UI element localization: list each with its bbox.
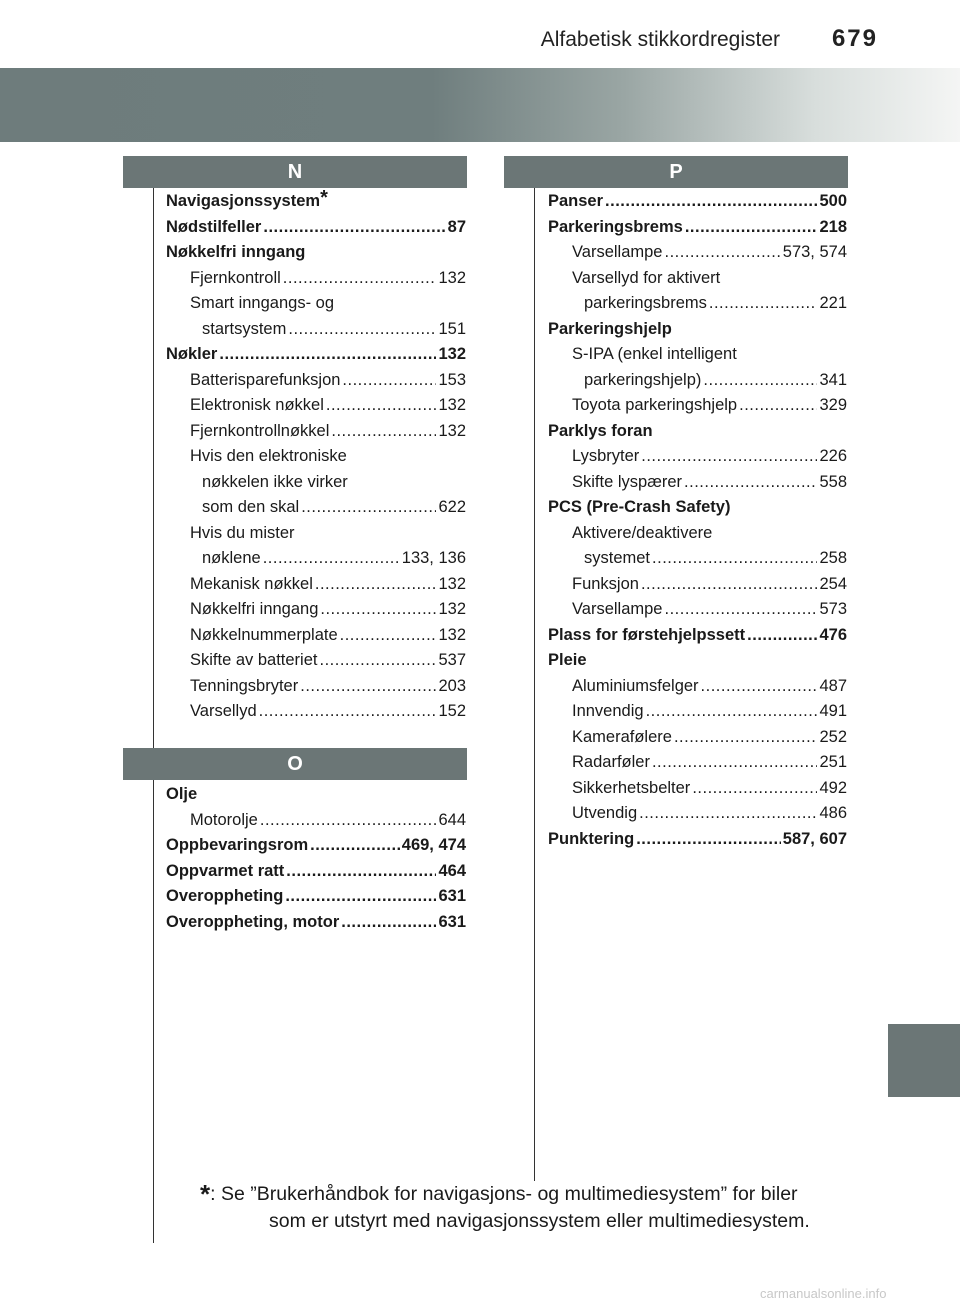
footnote [200, 1178, 860, 1235]
entry-page: 132 [438, 574, 466, 593]
entry-label: S-IPA (enkel intelligent [572, 345, 737, 363]
index-subentry [548, 521, 847, 547]
index-subentry [548, 597, 847, 623]
entry-label: Varsellyd [190, 702, 257, 720]
entry-page: 573, 574 [782, 243, 847, 261]
entry-label: Oppbevaringsrom [166, 836, 309, 854]
index-subentry [548, 393, 847, 419]
index-entry [548, 623, 847, 649]
index-entry [548, 317, 847, 343]
index-subentry [548, 266, 847, 292]
entry-label: Plass for førstehjelpssett [548, 625, 746, 644]
index-entry [166, 884, 466, 910]
entry-label: parkeringshjelp) [584, 370, 702, 389]
entry-label: Parkeringshjelp [548, 319, 672, 338]
entry-page: 252 [819, 727, 847, 746]
entry-label: Aktivere/deaktivere [572, 523, 713, 542]
entry-label: Olje [166, 785, 198, 803]
entry-page: 486 [819, 804, 847, 822]
index-subentry [166, 470, 466, 496]
index-subentry [548, 342, 847, 368]
index-subentry [548, 776, 847, 802]
index-entry [548, 827, 847, 853]
index-subentry [166, 419, 466, 445]
index-subentry [548, 572, 847, 598]
letter-header-n: N [123, 156, 467, 188]
index-subentry [548, 725, 847, 751]
index-subentry [548, 750, 847, 776]
index-subentry [166, 546, 466, 572]
index-subentry [166, 291, 466, 317]
entry-label: Hvis den elektroniske [190, 447, 347, 465]
entry-label: startsystem [202, 319, 287, 338]
entry-page: 558 [819, 472, 847, 491]
entry-label: Motorolje [190, 810, 258, 829]
entry-page: 258 [819, 549, 847, 567]
entry-label: Smart inngangs- og [190, 294, 334, 312]
page-number: 679 [831, 25, 878, 52]
entry-page: 631 [438, 887, 466, 905]
entry-page: 132 [438, 268, 466, 287]
entry-page: 132 [438, 421, 466, 440]
watermark: carmanualsonline.info [760, 1286, 887, 1301]
entry-page: 152 [438, 702, 466, 720]
index-subentry [166, 808, 466, 834]
entry-label: Nøkkelfri inngang [190, 600, 319, 618]
footnote-line-2: som er utstyrt med navigasjonssystem eller multimediesystem. [269, 1210, 810, 1232]
letter-header-o: O [123, 748, 467, 780]
entry-page: 500 [819, 192, 847, 210]
index-subentry [166, 597, 466, 623]
thumb-index-tab [888, 1024, 960, 1097]
entry-page: 537 [438, 651, 466, 669]
entry-page: 226 [819, 447, 847, 465]
index-entry [548, 648, 847, 674]
index-subentry [548, 801, 847, 827]
entry-page: 218 [819, 217, 847, 236]
section-title: Alfabetisk stikkordregister [540, 28, 780, 51]
index-subentry [548, 291, 847, 317]
index-entry [548, 189, 847, 215]
entry-label: Overoppheting [166, 887, 284, 905]
index-entry [166, 859, 466, 885]
entry-label: Skifte av batteriet [190, 651, 318, 669]
entry-label: Mekanisk nøkkel [190, 574, 313, 593]
index-subentry [548, 444, 847, 470]
index-subentry [548, 699, 847, 725]
entry-page: 491 [819, 702, 847, 720]
index-entry: Navigasjonssystem * [166, 189, 466, 215]
index-subentry [548, 546, 847, 572]
index-subentry [548, 470, 847, 496]
index-subentry [548, 240, 847, 266]
footnote-text-1: : Se ”Brukerhåndbok for navigasjons- og multimediesystem” for biler [210, 1183, 798, 1205]
index-subentry [166, 648, 466, 674]
index-entry [548, 215, 847, 241]
index-entry [166, 910, 466, 936]
entry-label: Radarføler [572, 753, 650, 771]
entry-label: PCS (Pre-Crash Safety) [548, 498, 731, 516]
index-subentry [166, 266, 466, 292]
letter-header-p: P [504, 156, 848, 188]
index-subentry [166, 317, 466, 343]
index-subentry [166, 444, 466, 470]
index-entry [166, 215, 466, 241]
entry-label: Fjernkontroll [190, 268, 281, 287]
entry-page: 251 [819, 753, 847, 771]
index-entry [166, 240, 466, 266]
page-header [0, 24, 960, 58]
entry-label: parkeringsbrems [584, 294, 707, 312]
entry-label: Aluminiumsfelger [572, 676, 699, 695]
entry-page: 132 [438, 600, 466, 618]
entry-label: nøkkelen ikke virker [202, 472, 348, 491]
entry-page: 132 [438, 396, 466, 414]
footnote-mark: * [200, 1179, 211, 1209]
entry-label: Fjernkontrollnøkkel [190, 421, 330, 440]
entry-label: Nøkkelfri inngang [166, 243, 306, 261]
index-subentry [166, 699, 466, 725]
entry-page: 132 [438, 345, 466, 363]
entry-page: 221 [819, 294, 847, 312]
index-subentry [548, 368, 847, 394]
entry-label: Sikkerhetsbelter [572, 778, 691, 797]
entry-label: Kamerafølere [572, 727, 672, 746]
index-column-n [166, 189, 466, 725]
entry-label: Varsellyd for aktivert [572, 268, 721, 287]
entry-page: 631 [438, 912, 466, 931]
entry-label: Tenningsbryter [190, 676, 299, 695]
entry-label: Lysbryter [572, 447, 640, 465]
entry-page: 487 [819, 676, 847, 695]
index-subentry [166, 521, 466, 547]
entry-label: Nøkler [166, 345, 218, 363]
entry-page: 153 [438, 370, 466, 389]
entry-page: 587, 607 [782, 829, 847, 848]
entry-label: Skifte lyspærer [572, 472, 683, 491]
index-column-p [548, 189, 847, 852]
entry-page: 151 [438, 319, 466, 338]
entry-label: Toyota parkeringshjelp [572, 396, 738, 414]
entry-label: Nødstilfeller [166, 217, 262, 236]
entry-page: 329 [819, 396, 847, 414]
entry-page: 87 [447, 217, 466, 236]
entry-label: Elektronisk nøkkel [190, 396, 324, 414]
entry-label: Funksjon [572, 574, 639, 593]
index-entry [548, 419, 847, 445]
entry-page: 644 [438, 810, 466, 829]
entry-label: Varsellampe [572, 600, 663, 618]
entry-label: Varsellampe [572, 243, 663, 261]
entry-label: Batterisparefunksjon [190, 370, 341, 389]
entry-page: 464 [438, 861, 466, 880]
index-subentry [166, 623, 466, 649]
entry-page: 476 [819, 625, 847, 644]
entry-label: Oppvarmet ratt [166, 861, 285, 880]
entry-page: 573 [819, 600, 847, 618]
entry-label: Parkeringsbrems [548, 217, 683, 236]
index-subentry [166, 368, 466, 394]
entry-label: Navigasjonssystem [166, 192, 321, 210]
entry-label: Panser [548, 192, 604, 210]
column-divider-middle [534, 186, 535, 1181]
index-entry [166, 342, 466, 368]
entry-page: 492 [819, 778, 847, 797]
entry-label: Nøkkelnummerplate [190, 625, 338, 644]
footnote-line-1 [200, 1178, 860, 1208]
entry-page: 203 [438, 676, 466, 695]
entry-page: 132 [438, 625, 466, 644]
entry-label: Parklys foran [548, 421, 653, 440]
entry-page: 622 [438, 498, 466, 516]
header-band [0, 68, 960, 142]
entry-label: Hvis du mister [190, 523, 295, 542]
index-subentry [548, 674, 847, 700]
entry-label: systemet [584, 549, 651, 567]
entry-label: Innvendig [572, 702, 644, 720]
entry-label: Overoppheting, motor [166, 912, 340, 931]
index-entry [548, 495, 847, 521]
entry-page: 254 [819, 574, 847, 593]
entry-label: nøklene [202, 549, 261, 567]
index-subentry [166, 393, 466, 419]
entry-label: Punktering [548, 829, 635, 848]
index-entry [166, 782, 466, 808]
entry-label: Utvendig [572, 804, 638, 822]
index-entry [166, 833, 466, 859]
index-subentry [166, 572, 466, 598]
entry-page: 341 [819, 370, 847, 389]
entry-label: Pleie [548, 651, 587, 669]
index-subentry [166, 495, 466, 521]
entry-page: 133, 136 [401, 549, 466, 567]
index-column-o [166, 782, 466, 935]
entry-label: som den skal [202, 498, 300, 516]
column-divider-left [153, 186, 154, 1243]
entry-page: 469, 474 [401, 836, 466, 854]
index-subentry [166, 674, 466, 700]
